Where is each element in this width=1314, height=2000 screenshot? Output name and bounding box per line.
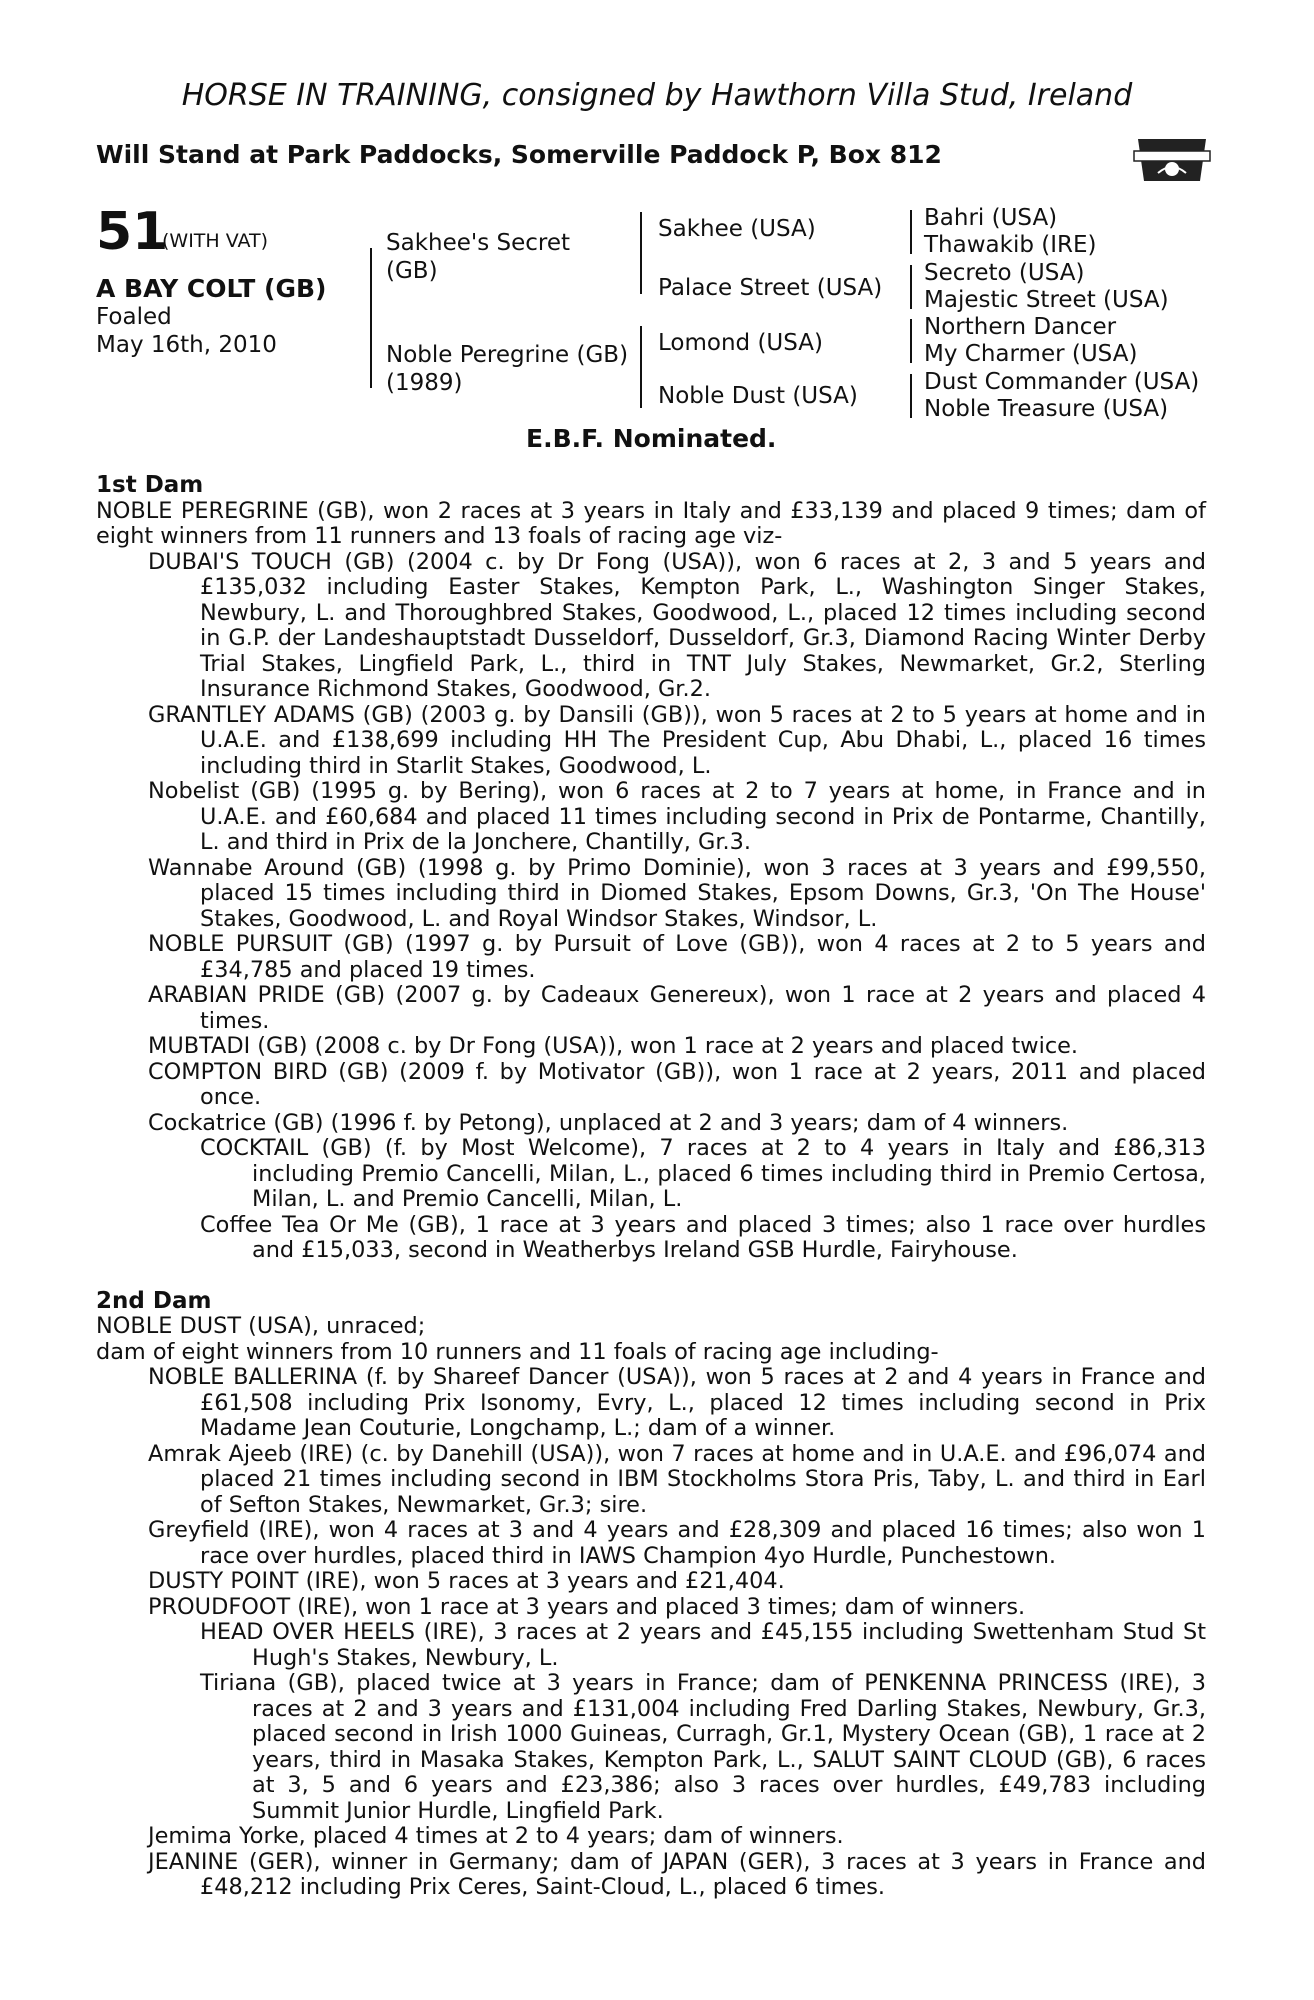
dam-dam-sire: Dust Commander (USA) bbox=[924, 369, 1200, 395]
produce-entry: JEANINE (GER), winner in Germany; dam of JAPAN (GER), 3 races at 3 years in France and £48,212 including Prix Ceres, Saint-Cloud, L., placed 6 times. bbox=[148, 1848, 1206, 1900]
dam-sire-sire: Northern Dancer bbox=[924, 314, 1117, 340]
dam-sire-dam: My Charmer (USA) bbox=[924, 341, 1138, 367]
second-dam-heading: 2nd Dam bbox=[96, 1287, 212, 1314]
pedigree-notes bbox=[96, 473, 1206, 1901]
produce-entry: Jemima Yorke, placed 4 times at 2 to 4 years; dam of winners. bbox=[148, 1823, 844, 1849]
sire-dam-sire: Secreto (USA) bbox=[924, 260, 1085, 286]
stand-location: Will Stand at Park Paddocks, Somerville Paddock P, Box 812 bbox=[96, 140, 942, 169]
produce-entry: COMPTON BIRD (GB) (2009 f. by Motivator (GB)), won 1 race at 2 years, 2011 and placed once. bbox=[148, 1058, 1206, 1110]
vat-label: (WITH VAT) bbox=[162, 230, 269, 252]
grand-produce-entry: COCKTAIL (GB) (f. by Most Welcome), 7 races at 2 to 4 years in Italy and £86,313 including Premio Cancelli, Milan, L., placed 6 times including third in Premio Certosa, Milan, L. and Premio Cancelli, Milan, L. bbox=[200, 1135, 1206, 1212]
sire-sire-dam: Thawakib (IRE) bbox=[924, 232, 1097, 258]
sire-dam-dam: Majestic Street (USA) bbox=[924, 287, 1169, 313]
training-bonus-badge bbox=[1128, 125, 1216, 195]
pedigree-brace-3c bbox=[910, 319, 912, 363]
first-dam-line: NOBLE PEREGRINE (GB), won 2 races at 3 years in Italy and £33,139 and placed 9 times; dam of eight winners from 11 runners and 13 foals of racing age viz- bbox=[96, 497, 1206, 549]
lot-description: A BAY COLT (GB) bbox=[96, 274, 327, 303]
dam-of-dam: Noble Dust (USA) bbox=[658, 383, 858, 409]
sire: Sakhee's Secret bbox=[386, 230, 571, 256]
ebf-nominated: E.B.F. Nominated. bbox=[526, 424, 777, 453]
sire-sire-sire: Bahri (USA) bbox=[924, 205, 1058, 231]
produce-entry: Greyfield (IRE), won 4 races at 3 and 4 years and £28,309 and placed 16 times; also won 1 race over hurdles, placed third in IAWS Champion 4yo Hurdle, Punchestown. bbox=[148, 1517, 1206, 1569]
racing-post-logo-icon bbox=[1128, 125, 1216, 195]
grand-produce-entry: Tiriana (GB), placed twice at 3 years in France; dam of PENKENNA PRINCESS (IRE), 3 races at 2 and 3 years and £131,004 including Fred Darling Stakes, Newbury, Gr.3, placed second in Irish 1000 Guineas, Curragh, Gr.1, Mystery Ocean (GB), 1 race at 2 years, third in Masaka Stakes, Kempton Park, L., SALUT SAINT CLOUD (GB), 6 races at 3, 5 and 6 years and £23,386; also 3 races over hurdles, £49,783 including Summit Junior Hurdle, Lingfield Park. bbox=[200, 1670, 1206, 1824]
sire-of-dam: Lomond (USA) bbox=[658, 330, 823, 356]
page-title: HORSE IN TRAINING, consigned by Hawthorn Villa Stud, Ireland bbox=[181, 78, 1133, 113]
pedigree-brace-2a bbox=[640, 212, 642, 294]
pedigree-brace-3a bbox=[910, 210, 912, 254]
foaled-date: May 16th, 2010 bbox=[96, 332, 277, 358]
dam: Noble Peregrine (GB) bbox=[386, 342, 629, 368]
pedigree-brace-3b bbox=[910, 265, 912, 309]
produce-entry: NOBLE PURSUIT (GB) (1997 g. by Pursuit of Love (GB)), won 4 races at 2 to 5 years and £34,785 and placed 19 times. bbox=[148, 931, 1206, 983]
dam-year: (1989) bbox=[386, 370, 463, 396]
produce-entry: DUBAI'S TOUCH (GB) (2004 c. by Dr Fong (USA)), won 6 races at 2, 3 and 5 years and £135,032 including Easter Stakes, Kempton Park, L., Washington Singer Stakes, Newbury, L. and Thoroughbred Stakes, Goodwood, L., placed 12 times including second in G.P. der Landeshauptstadt Dusseldorf, Dusseldorf, Gr.3, Diamond Racing Winter Derby Trial Stakes, Lingfield Park, L., third in TNT July Stakes, Newmarket, Gr.2, Sterling Insurance Richmond Stakes, Goodwood, Gr.2. bbox=[148, 548, 1206, 702]
dam-of-sire: Palace Street (USA) bbox=[658, 275, 883, 301]
sire-of-sire: Sakhee (USA) bbox=[658, 216, 816, 242]
produce-entry: ARABIAN PRIDE (GB) (2007 g. by Cadeaux Genereux), won 1 race at 2 years and placed 4 times. bbox=[148, 982, 1206, 1034]
produce-entry: PROUDFOOT (IRE), won 1 race at 3 years and placed 3 times; dam of winners. bbox=[148, 1593, 1026, 1620]
produce-entry: DUSTY POINT (IRE), won 5 races at 3 years and £21,404. bbox=[148, 1568, 785, 1594]
lot-number: 51 bbox=[96, 202, 169, 262]
pedigree-brace-3d bbox=[910, 374, 912, 418]
pedigree-brace-2b bbox=[640, 326, 642, 408]
grand-produce-entry: HEAD OVER HEELS (IRE), 3 races at 2 years and £45,155 including Swettenham Stud St Hugh's Stakes, Newbury, L. bbox=[200, 1619, 1206, 1671]
produce-entry: NOBLE BALLERINA (f. by Shareef Dancer (USA)), won 5 races at 2 and 4 years in France and £61,508 including Prix Isonomy, Evry, L., placed 12 times including second in Prix Madame Jean Couturie, Longchamp, L.; dam of a winner. bbox=[148, 1364, 1206, 1441]
produce-entry: Amrak Ajeeb (IRE) (c. by Danehill (USA)), won 7 races at home and in U.A.E. and £96,074 and placed 21 times including second in IBM Stockholms Stora Pris, Taby, L. and third in Earl of Sefton Stakes, Newmarket, Gr.3; sire. bbox=[148, 1440, 1206, 1518]
pedigree-brace-1 bbox=[370, 248, 372, 388]
produce-entry: GRANTLEY ADAMS (GB) (2003 g. by Dansili (GB)), won 5 races at 2 to 5 years at home and in U.A.E. and £138,699 including HH The President Cup, Abu Dhabi, L., placed 16 times including third in Starlit Stakes, Goodwood, L. bbox=[148, 701, 1206, 779]
second-dam-line: dam of eight winners from 10 runners and 11 foals of racing age including- bbox=[96, 1338, 939, 1365]
produce-entry: Wannabe Around (GB) (1998 g. by Primo Dominie), won 3 races at 3 years and £99,550, placed 15 times including third in Diomed Stakes, Epsom Downs, Gr.3, 'On The House' Stakes, Goodwood, L. and Royal Windsor Stakes, Windsor, L. bbox=[148, 854, 1206, 932]
produce-entry: MUBTADI (GB) (2008 c. by Dr Fong (USA)), won 1 race at 2 years and placed twice. bbox=[148, 1033, 1079, 1059]
produce-entry: Cockatrice (GB) (1996 f. by Petong), unplaced at 2 and 3 years; dam of 4 winners. bbox=[148, 1109, 1069, 1136]
first-dam-heading: 1st Dam bbox=[96, 472, 204, 498]
produce-entry: Nobelist (GB) (1995 g. by Bering), won 6 races at 2 to 7 years at home, in France and in U.A.E. and £60,684 and placed 11 times including second in Prix de Pontarme, Chantilly, L. and third in Prix de la Jonchere, Chantilly, Gr.3. bbox=[148, 778, 1206, 855]
sire-country: (GB) bbox=[386, 258, 438, 284]
grand-produce-entry: Coffee Tea Or Me (GB), 1 race at 3 years and placed 3 times; also 1 race over hurdles and £15,033, second in Weatherbys Ireland GSB Hurdle, Fairyhouse. bbox=[200, 1211, 1206, 1263]
foaled-label: Foaled bbox=[96, 304, 172, 330]
dam-dam-dam: Noble Treasure (USA) bbox=[924, 396, 1169, 422]
second-dam-line: NOBLE DUST (USA), unraced; bbox=[96, 1313, 426, 1339]
